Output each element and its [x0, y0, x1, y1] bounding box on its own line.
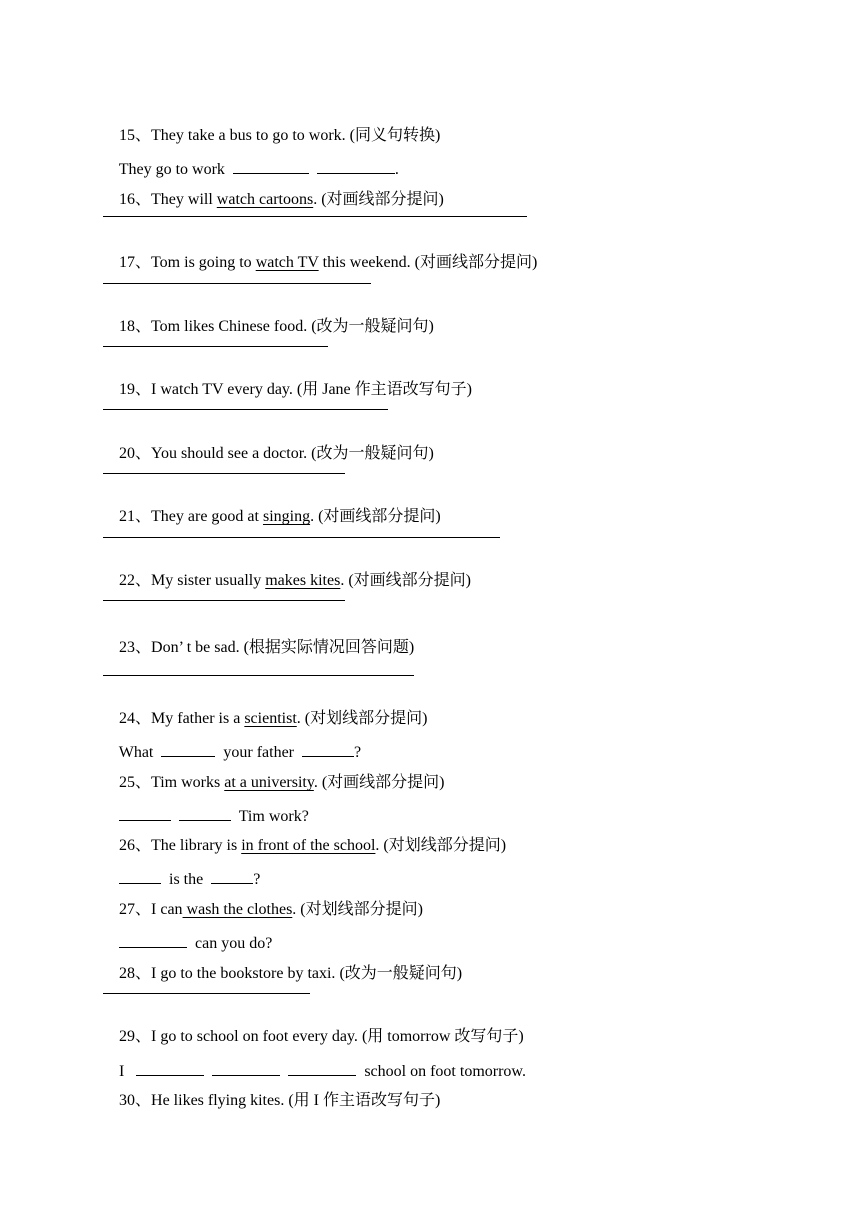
- instruction: (用 I 作主语改写句子): [284, 1092, 441, 1109]
- question-22: [103, 551, 471, 611]
- answer-line-23[interactable]: [103, 675, 414, 676]
- question-text-end: .: [313, 774, 318, 791]
- underlined-text: makes kites: [265, 572, 341, 589]
- instruction: (用 Jane 作主语改写句子): [292, 381, 472, 398]
- question-text-end: .: [296, 710, 301, 727]
- question-text: They are good at: [151, 508, 263, 525]
- question-number: 23、: [119, 639, 152, 656]
- question-text-end: .: [375, 837, 380, 854]
- question-number: 15、: [119, 127, 152, 144]
- question-text-end: .: [340, 572, 345, 589]
- question-number: 27、: [119, 901, 152, 918]
- question-28: [103, 944, 462, 1004]
- instruction: (改为一般疑问句): [335, 965, 463, 982]
- underlined-text: wash the clothes: [182, 901, 293, 918]
- question-number: 26、: [119, 837, 152, 854]
- question-text: Tom is going to: [151, 254, 256, 271]
- question-30: [103, 1071, 440, 1131]
- answer-line-22[interactable]: [103, 600, 345, 601]
- instruction: (对划线部分提问): [379, 837, 507, 854]
- instruction: (对划线部分提问): [296, 901, 423, 918]
- answer-line-16[interactable]: [103, 216, 527, 217]
- answer-prefix: They go to work: [118, 161, 225, 178]
- question-text: My father is a: [151, 710, 245, 727]
- question-18: [103, 297, 434, 357]
- answer-line-18[interactable]: [103, 346, 328, 347]
- question-23: [103, 618, 414, 678]
- instruction: (同义句转换): [345, 127, 441, 144]
- answer-prefix: What: [118, 744, 154, 761]
- answer-line-21[interactable]: [103, 537, 500, 538]
- question-20: [103, 424, 434, 484]
- question-text: I can: [151, 901, 183, 918]
- question-number: 22、: [119, 572, 152, 589]
- instruction: (改为一般疑问句): [307, 445, 434, 462]
- instruction: (对画线部分提问): [314, 508, 441, 525]
- instruction: (根据实际情况回答问题): [239, 639, 415, 656]
- answer-prefix: I: [119, 1063, 125, 1080]
- question-number: 21、: [119, 508, 152, 525]
- question-text: My sister usually: [151, 572, 266, 589]
- question-text: You should see a doctor.: [151, 445, 308, 462]
- underlined-text: scientist: [244, 710, 297, 727]
- question-17: [103, 233, 537, 293]
- instruction: (对划线部分提问): [300, 710, 428, 727]
- underlined-text: watch TV: [255, 254, 319, 271]
- underlined-text: in front of the school: [241, 837, 376, 854]
- instruction: (对画线部分提问): [317, 774, 445, 791]
- question-21: [103, 487, 441, 547]
- question-text-end: this weekend.: [318, 254, 411, 271]
- instruction: (用 tomorrow 改写句子): [357, 1028, 524, 1045]
- question-number: 28、: [119, 965, 152, 982]
- question-text: He likes flying kites.: [151, 1092, 285, 1109]
- answer-suffix: .: [394, 161, 399, 178]
- question-number: 20、: [119, 445, 152, 462]
- instruction: (改为一般疑问句): [307, 318, 434, 335]
- question-text: The library is: [151, 837, 242, 854]
- question-16: [103, 170, 444, 230]
- underlined-text: singing: [262, 508, 311, 525]
- question-text-end: .: [313, 191, 318, 208]
- question-number: 24、: [119, 710, 152, 727]
- question-text: They will: [151, 191, 217, 208]
- underlined-text: watch cartoons: [216, 191, 314, 208]
- instruction: (对画线部分提问): [344, 572, 471, 589]
- question-text: Tim works: [151, 774, 225, 791]
- question-text: Don’ t be sad.: [151, 639, 240, 656]
- underlined-text: at a university: [224, 774, 314, 791]
- question-number: 25、: [119, 774, 152, 791]
- question-number: 17、: [119, 254, 152, 271]
- question-text-end: .: [310, 508, 315, 525]
- question-text: I go to school on foot every day.: [151, 1028, 358, 1045]
- question-number: 19、: [119, 381, 152, 398]
- answer-suffix: school on foot tomorrow.: [364, 1063, 526, 1080]
- question-text: I go to the bookstore by taxi.: [151, 965, 336, 982]
- answer-line-17[interactable]: [103, 283, 371, 284]
- answer-line-28[interactable]: [103, 993, 310, 994]
- answer-suffix: can you do?: [195, 935, 273, 952]
- question-text: They take a bus to go to work.: [151, 127, 346, 144]
- question-number: 29、: [119, 1028, 152, 1045]
- question-number: 16、: [119, 191, 152, 208]
- question-number: 18、: [119, 318, 152, 335]
- answer-middle: is the: [169, 871, 204, 888]
- instruction: (对画线部分提问): [410, 254, 538, 271]
- question-19: [103, 360, 472, 420]
- question-text-end: .: [292, 901, 297, 918]
- answer-line-19[interactable]: [103, 409, 388, 410]
- answer-suffix: ?: [253, 871, 261, 888]
- question-number: 30、: [119, 1092, 152, 1109]
- answer-line-20[interactable]: [103, 473, 345, 474]
- answer-middle: your father: [223, 744, 295, 761]
- answer-suffix: ?: [354, 744, 362, 761]
- question-text: I watch TV every day.: [151, 381, 293, 398]
- instruction: (对画线部分提问): [317, 191, 444, 208]
- question-text: Tom likes Chinese food.: [151, 318, 308, 335]
- answer-suffix: Tim work?: [238, 808, 309, 825]
